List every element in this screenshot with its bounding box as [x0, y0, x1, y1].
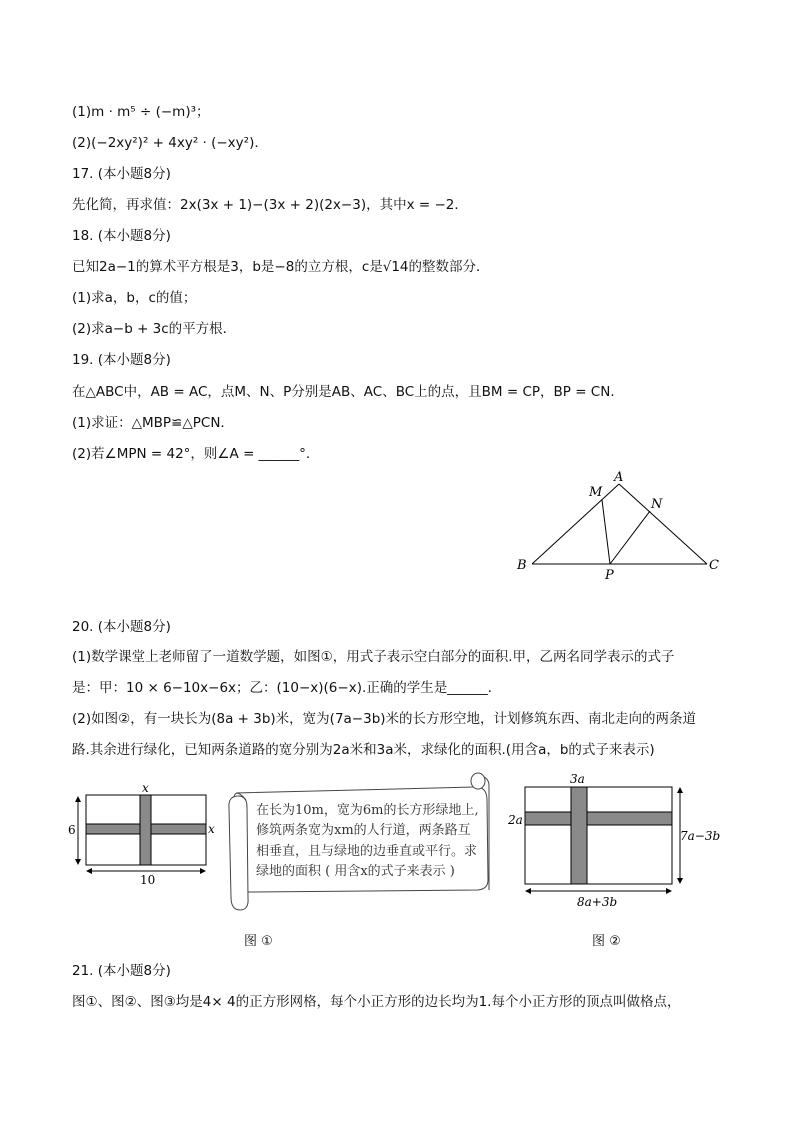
q20-part2-line2: 路.其余进行绿化，已知两条道路的宽分别为2a米和3a米，求绿化的面积.(用含a，b的式子来表示) — [72, 742, 655, 758]
q16-part1: (1)m · m⁵ ÷ (−m)³； — [72, 104, 210, 120]
q18-header: 18. (本小题8分) — [72, 228, 171, 244]
label-p: P — [605, 568, 614, 583]
fig2-label-3a: 3a — [570, 772, 585, 786]
q17-header: 17. (本小题8分) — [72, 166, 171, 182]
figure2-caption: 图 ② — [592, 934, 621, 949]
fig1-label-x-top: x — [142, 781, 149, 795]
scroll-line-1: 在长为10m，宽为6m的长方形绿地上, — [256, 803, 479, 818]
q20-header: 20. (本小题8分) — [72, 619, 171, 635]
label-c: C — [709, 558, 719, 573]
fig1-label-x-right: x — [208, 822, 215, 836]
label-n: N — [651, 497, 663, 512]
q17-text: 先化简，再求值：2x(3x + 1)−(3x + 2)(2x−3)，其中x = −2． — [72, 197, 468, 213]
fig1-label-10: 10 — [140, 873, 156, 887]
q19-part2: (2)若∠MPN = 42°，则∠A = ______°. — [72, 446, 311, 462]
q21-text: 图①、图②、图③均是4× 4的正方形网格，每个小正方形的边长均为1.每个小正方形的顶点叫做格点， — [72, 994, 681, 1010]
q20-part1-line1: (1)数学课堂上老师留了一道数学题，如图①，用式子表示空白部分的面积.甲，乙两名同学表示的式子 — [72, 649, 675, 665]
figure1-scroll — [222, 770, 494, 915]
fig1-label-6: 6 — [68, 823, 76, 837]
triangle-figure — [510, 465, 725, 585]
fig2-label-7a3b: 7a−3b — [680, 829, 721, 843]
segment-mp — [602, 500, 610, 564]
q19-header: 19. (本小题8分) — [72, 352, 171, 368]
q18-part2: (2)求a−b + 3c的平方根． — [72, 321, 237, 337]
fig2-label-2a: 2a — [508, 813, 523, 827]
q18-part1: (1)求a，b，c的值； — [72, 290, 197, 306]
label-m: M — [589, 485, 603, 500]
q18-text: 已知2a−1的算术平方根是3，b是−8的立方根，c是√14的整数部分． — [72, 259, 490, 275]
q16-part2: (2)(−2xy²)² + 4xy² · (−xy²). — [72, 135, 259, 151]
scroll-line-3: 相垂直，且与绿地的边垂直或平行。求 — [256, 844, 478, 859]
label-b: B — [517, 558, 527, 573]
figure1-rectangle — [62, 780, 222, 890]
scroll-line-2: 修筑两条宽为xm的人行道，两条路互 — [256, 823, 471, 838]
figure1-caption: 图 ① — [244, 934, 273, 949]
scroll-line-4: 绿地的面积 ( 用含x的式子来表示 ) — [256, 864, 455, 879]
figure2-rectangle — [500, 770, 721, 910]
q19-part1: (1)求证：△MBP≌△PCN． — [72, 415, 234, 431]
label-a: A — [614, 470, 624, 485]
q20-part1-line2: 是：甲：10 × 6−10x−6x；乙：(10−x)(6−x).正确的学生是______． — [72, 680, 502, 696]
q21-header: 21. (本小题8分) — [72, 963, 171, 979]
q20-part2-line1: (2)如图②，有一块长为(8a + 3b)米，宽为(7a−3b)米的长方形空地，计划修筑东西、南北走向的两条道 — [72, 711, 697, 727]
segment-ac — [619, 484, 707, 564]
segment-np — [610, 511, 650, 564]
segment-ab — [532, 484, 619, 564]
q19-text: 在△ABC中，AB = AC，点M、N、P分别是AB、AC、BC上的点，且BM = CP，BP = CN． — [72, 384, 624, 400]
fig2-label-8a3b: 8a+3b — [577, 895, 618, 909]
